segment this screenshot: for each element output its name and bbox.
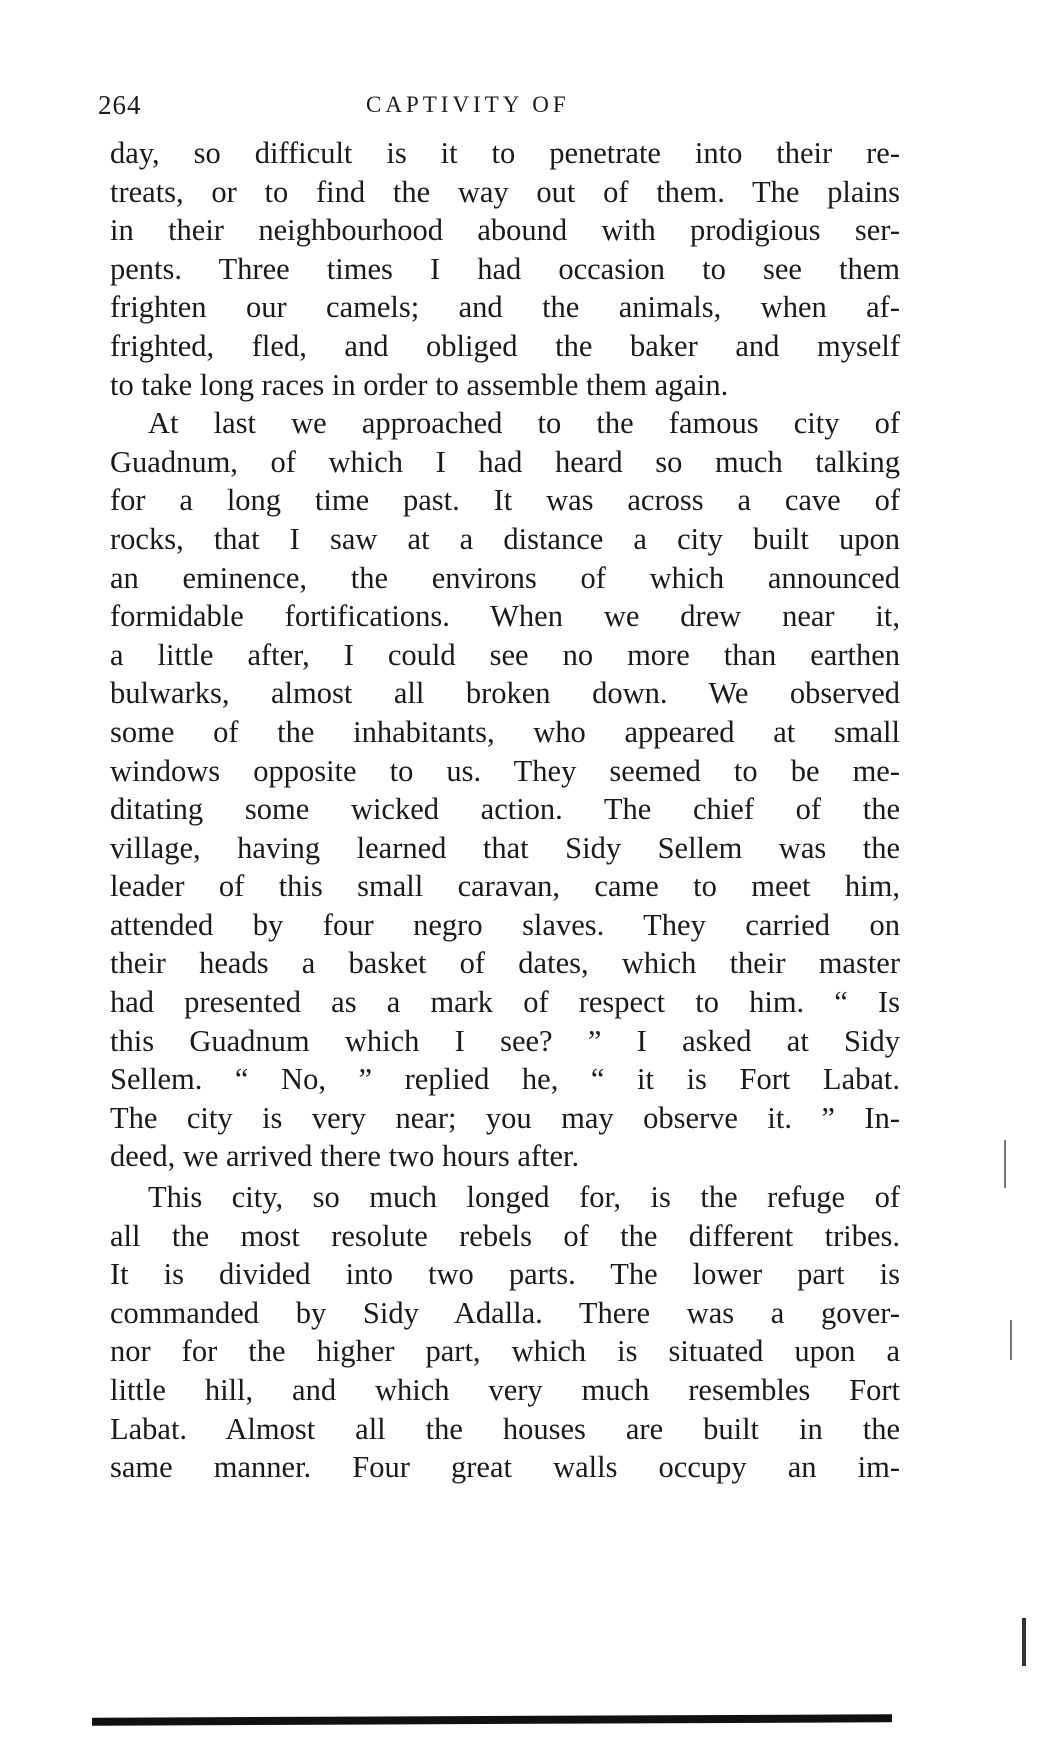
text-line: frighted, fled, and obliged the baker and myself: [110, 328, 900, 363]
running-title: CAPTIVITY OF: [366, 92, 570, 117]
text-line: deed, we arrived there two hours after.: [110, 1139, 580, 1174]
text-line: pents. Three times I had occasion to see them: [110, 251, 900, 286]
body-text: [110, 134, 900, 1487]
paragraph-3: [110, 1178, 900, 1487]
text-line: for a long time past. It was across a cave of: [110, 483, 900, 518]
paragraph-2: [110, 404, 900, 1176]
text-line: bulwarks, almost all broken down. We observed: [110, 676, 900, 711]
margin-mark: [1004, 1140, 1006, 1188]
text-line: windows opposite to us. They seemed to be me-: [110, 753, 900, 788]
margin-mark: [1022, 1618, 1026, 1666]
text-line: to take long races in order to assemble them again.: [110, 367, 729, 402]
bottom-rule: [92, 1714, 892, 1725]
text-line: ditating some wicked action. The chief of the: [110, 792, 900, 827]
text-line: all the most resolute rebels of the different tribes.: [110, 1218, 900, 1253]
text-line: this Guadnum which I see? ” I asked at Sidy: [110, 1023, 900, 1058]
text-line: rocks, that I saw at a distance a city built upon: [110, 521, 900, 556]
margin-mark: [1010, 1320, 1012, 1360]
text-line: The city is very near; you may observe it. ” In-: [110, 1100, 900, 1135]
text-line: commanded by Sidy Adalla. There was a gover-: [110, 1295, 900, 1330]
text-line: little hill, and which very much resembles Fort: [110, 1373, 900, 1407]
text-line: frighten our camels; and the animals, when af-: [110, 290, 900, 325]
text-line: Guadnum, of which I had heard so much talking: [110, 444, 900, 479]
text-line: day, so difficult is it to penetrate into their re-: [110, 136, 900, 170]
text-line: nor for the higher part, which is situated upon a: [110, 1334, 900, 1369]
text-line: At last we approached to the famous city of: [148, 406, 900, 441]
text-line: village, having learned that Sidy Sellem was the: [110, 830, 900, 865]
text-line: had presented as a mark of respect to him. “ Is: [110, 985, 900, 1020]
text-line: Labat. Almost all the houses are built in the: [110, 1411, 900, 1446]
text-line: some of the inhabitants, who appeared at small: [110, 714, 900, 749]
text-line: It is divided into two parts. The lower part is: [110, 1257, 900, 1292]
running-head: [98, 90, 898, 126]
text-line: same manner. Four great walls occupy an im-: [110, 1450, 900, 1485]
text-line: formidable fortifications. When we drew near it,: [110, 599, 900, 634]
text-line: This city, so much longed for, is the refuge of: [148, 1180, 900, 1215]
text-line: attended by four negro slaves. They carried on: [110, 907, 900, 942]
text-line: a little after, I could see no more than earthen: [110, 637, 900, 672]
paragraph-1: [110, 134, 900, 404]
page-number: 264: [98, 90, 142, 120]
text-line: treats, or to find the way out of them. The plains: [110, 174, 900, 209]
text-line: Sellem. “ No, ” replied he, “ it is Fort Labat.: [110, 1062, 900, 1097]
text-line: an eminence, the environs of which announced: [110, 560, 900, 595]
text-line: in their neighbourhood abound with prodigious ser-: [110, 213, 900, 248]
text-line: their heads a basket of dates, which their master: [110, 946, 900, 981]
text-line: leader of this small caravan, came to meet him,: [110, 869, 900, 904]
